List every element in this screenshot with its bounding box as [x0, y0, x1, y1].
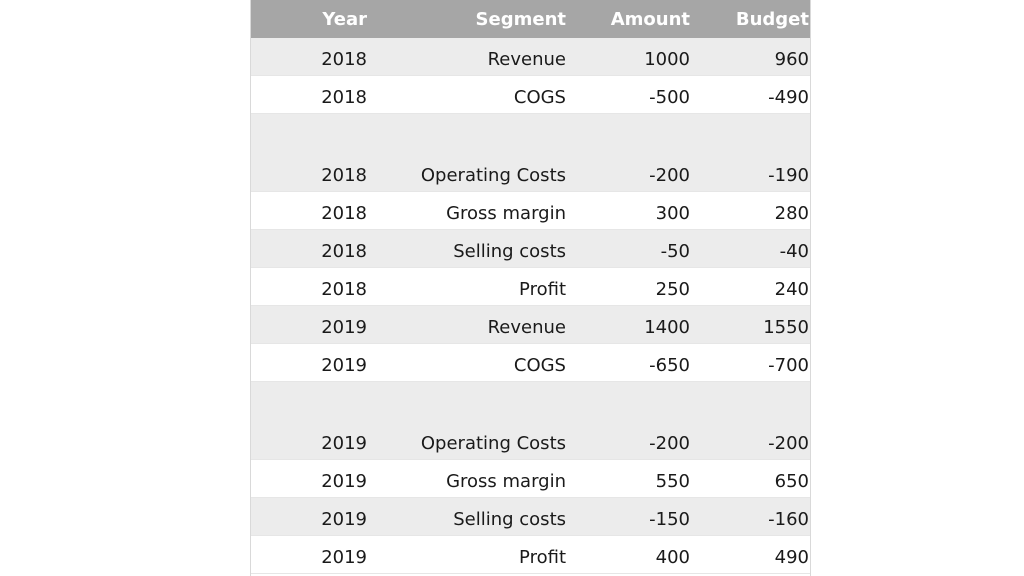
- segment-cell: Selling costs: [453, 509, 566, 530]
- table-row: [251, 76, 810, 114]
- budget-cell: 1550: [763, 317, 809, 338]
- amount-cell: 1000: [644, 49, 690, 70]
- segment-cell: Revenue: [487, 317, 566, 338]
- segment-cell: COGS: [513, 355, 566, 376]
- amount-cell: -500: [649, 87, 690, 108]
- segment-cell: Operating Costs: [420, 165, 566, 186]
- year-cell: 2018: [321, 279, 367, 300]
- table-header-row: [251, 0, 810, 38]
- amount-cell: -650: [649, 355, 690, 376]
- segment-cell: Profit: [519, 547, 566, 568]
- segment-cell: Gross margin: [446, 471, 566, 492]
- table-row: [251, 306, 810, 344]
- header-amount: Amount: [610, 8, 690, 30]
- table-row: [251, 382, 810, 460]
- table-row: [251, 192, 810, 230]
- table-row: [251, 114, 810, 192]
- budget-cell: -490: [768, 87, 809, 108]
- header-segment: Segment: [475, 8, 566, 30]
- budget-cell: -160: [768, 509, 809, 530]
- budget-cell: -190: [768, 165, 809, 186]
- amount-cell: 550: [655, 471, 690, 492]
- budget-cell: 960: [774, 49, 809, 70]
- year-cell: 2018: [321, 203, 367, 224]
- table-row: [251, 230, 810, 268]
- year-cell: 2018: [321, 241, 367, 262]
- budget-cell: 240: [774, 279, 809, 300]
- budget-cell: 490: [774, 547, 809, 568]
- budget-cell: 650: [774, 471, 809, 492]
- year-cell: 2018: [321, 49, 367, 70]
- table-row: [251, 344, 810, 382]
- header-budget: Budget: [735, 8, 809, 30]
- amount-cell: 1400: [644, 317, 690, 338]
- segment-cell: Gross margin: [446, 203, 566, 224]
- segment-cell: Selling costs: [453, 241, 566, 262]
- year-cell: 2018: [321, 165, 367, 186]
- year-cell: 2019: [321, 433, 367, 454]
- segment-cell: Operating Costs: [420, 433, 566, 454]
- table-row: [251, 460, 810, 498]
- segment-cell: COGS: [513, 87, 566, 108]
- segment-cell: Revenue: [487, 49, 566, 70]
- table-row: [251, 268, 810, 306]
- budget-cell: -700: [768, 355, 809, 376]
- financial-table: [250, 0, 811, 576]
- amount-cell: 250: [655, 279, 690, 300]
- year-cell: 2019: [321, 547, 367, 568]
- amount-cell: 400: [655, 547, 690, 568]
- table-row: [251, 498, 810, 536]
- amount-cell: -200: [649, 433, 690, 454]
- year-cell: 2019: [321, 509, 367, 530]
- budget-cell: -200: [768, 433, 809, 454]
- budget-cell: 280: [774, 203, 809, 224]
- table-row: [251, 38, 810, 76]
- amount-cell: -50: [660, 241, 690, 262]
- amount-cell: -150: [649, 509, 690, 530]
- year-cell: 2019: [321, 355, 367, 376]
- year-cell: 2019: [321, 317, 367, 338]
- amount-cell: -200: [649, 165, 690, 186]
- year-cell: 2018: [321, 87, 367, 108]
- table-row: [251, 536, 810, 574]
- segment-cell: Profit: [519, 279, 566, 300]
- amount-cell: 300: [655, 203, 690, 224]
- year-cell: 2019: [321, 471, 367, 492]
- header-year: Year: [322, 8, 367, 30]
- budget-cell: -40: [779, 241, 809, 262]
